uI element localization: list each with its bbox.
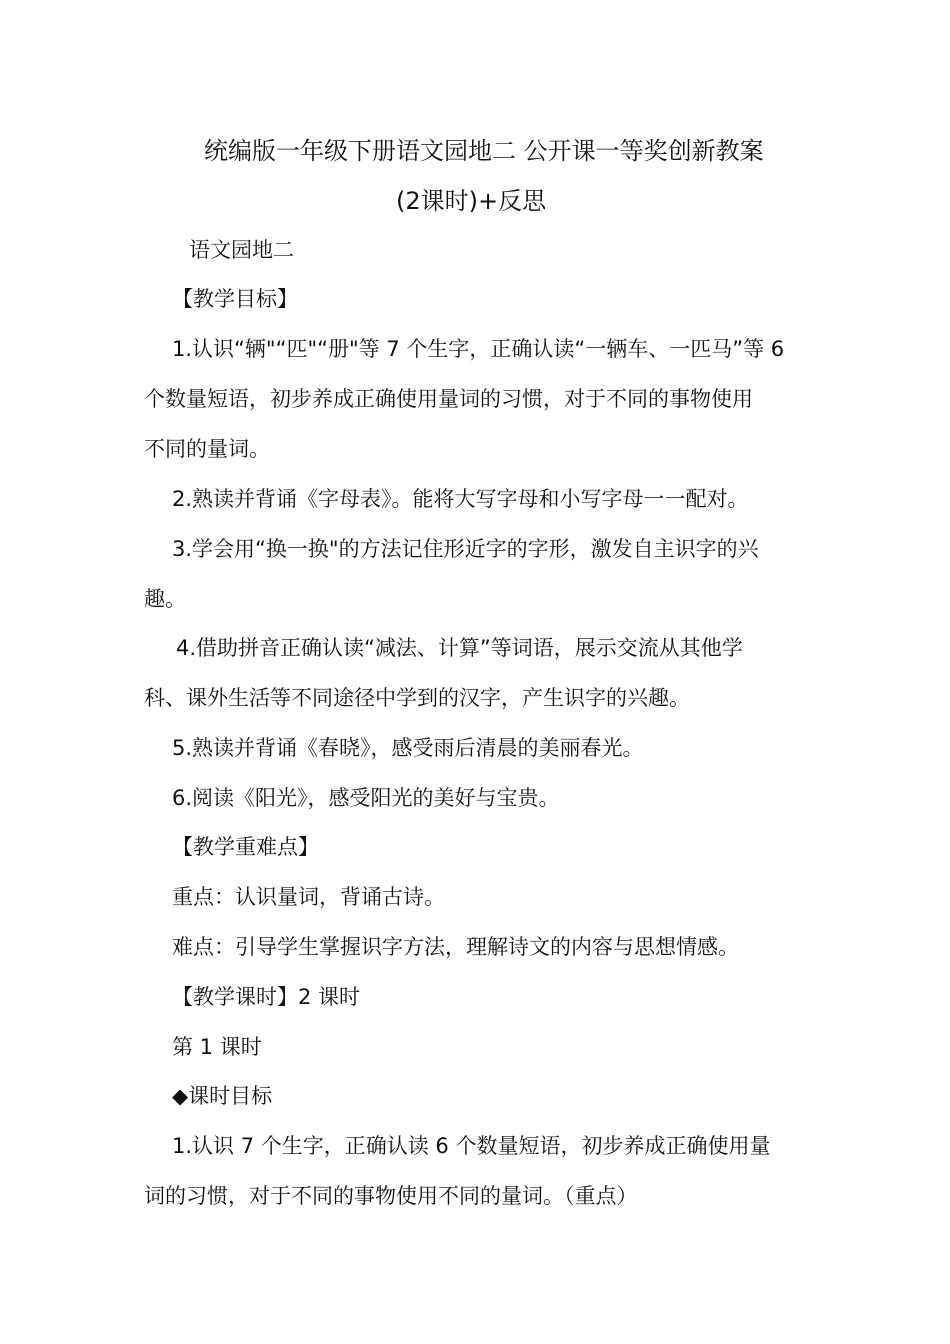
lesson-1-heading: 第 1 课时 (172, 1035, 262, 1059)
goal-2: 2.熟读并背诵《字母表》。能将大写字母和小写字母一一配对。 (172, 487, 749, 511)
key-points-heading: 【教学重难点】 (172, 835, 319, 859)
goal-6: 6.阅读《阳光》，感受阳光的美好与宝贵。 (172, 786, 560, 810)
key-point: 重点：认识量词，背诵古诗。 (172, 885, 445, 909)
teaching-hours: 【教学课时】2 课时 (172, 985, 361, 1009)
lesson-goal-1-line-2: 词的习惯，对于不同的事物使用不同的量词。（重点） (144, 1184, 638, 1208)
lesson-goal-1-line-1: 1.认识 7 个生字，正确认读 6 个数量短语，初步养成正确使用量 (172, 1134, 771, 1158)
goal-1-line-3: 不同的量词。 (144, 437, 270, 461)
goal-5: 5.熟读并背诵《春晓》，感受雨后清晨的美丽春光。 (172, 736, 644, 760)
section-name: 语文园地二 (189, 238, 294, 262)
lesson-goals-heading: ◆课时目标 (172, 1084, 273, 1108)
goal-3-line-1: 3.学会用“换一换"的方法记住形近字的字形，激发自主识字的兴 (172, 537, 759, 561)
document-title-line-2: (2课时)+反思 (396, 187, 547, 215)
document-title-line-1: 统编版一年级下册语文园地二 公开课一等奖创新教案 (204, 137, 764, 165)
goal-3-line-2: 趣。 (144, 587, 186, 611)
difficult-point: 难点：引导学生掌握识字方法，理解诗文的内容与思想情感。 (172, 935, 739, 959)
goal-1-line-1: 1.认识“辆"“匹"“册"等 7 个生字，正确认读“一辆车、一匹马”等 6 (172, 337, 785, 361)
goal-4-line-1: 4.借助拼音正确认读“减法、计算”等词语，展示交流从其他学 (176, 636, 743, 660)
goal-4-line-2: 科、课外生活等不同途径中学到的汉字，产生识字的兴趣。 (144, 686, 690, 710)
goals-heading: 【教学目标】 (172, 287, 298, 311)
goal-1-line-2: 个数量短语，初步养成正确使用量词的习惯，对于不同的事物使用 (144, 387, 753, 411)
